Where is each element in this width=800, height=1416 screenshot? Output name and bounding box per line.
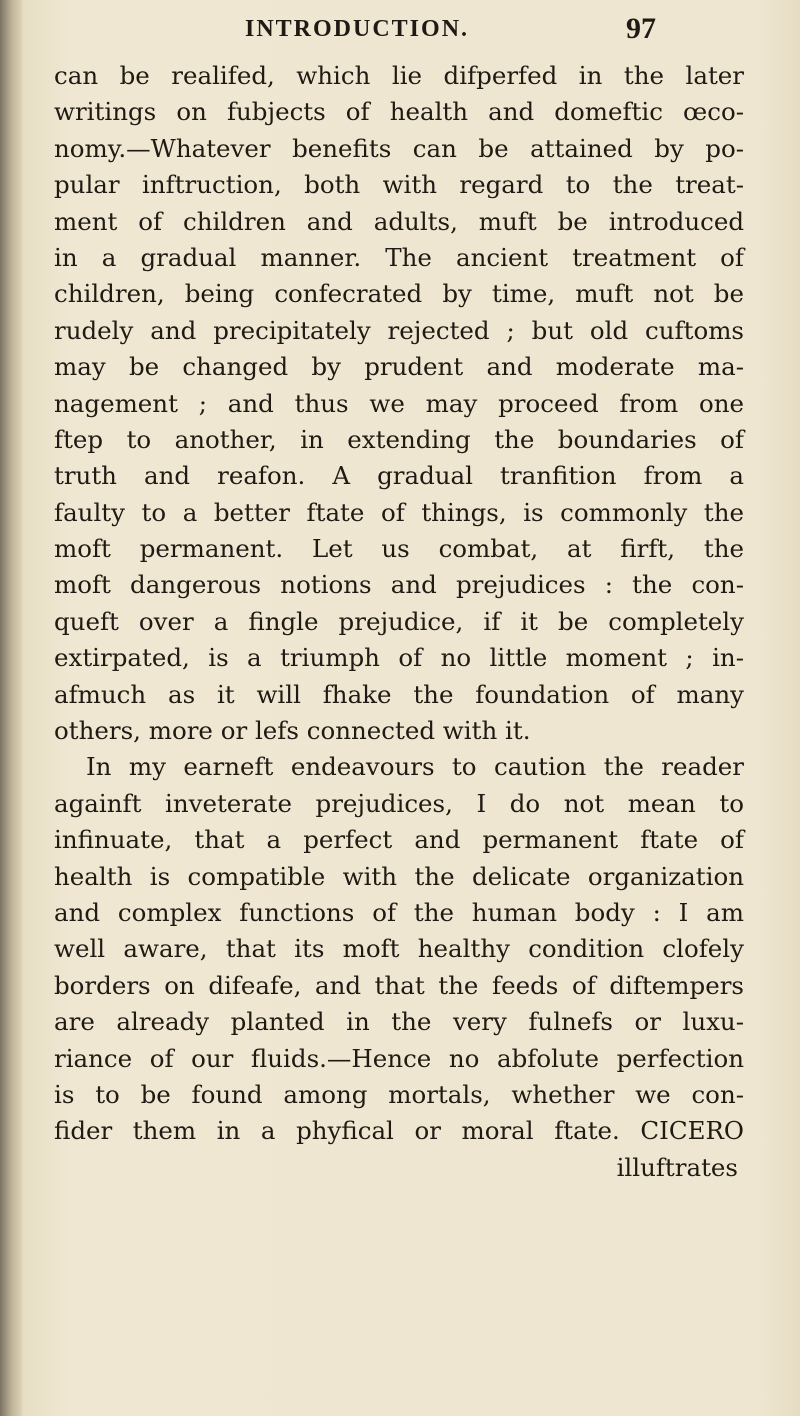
text-line: ment of children and adults, muft be introduced bbox=[54, 206, 744, 236]
text-line: can be realifed, which lie difperfed in the later bbox=[54, 61, 744, 90]
text-line: is to be found among mortals, whether we con- bbox=[54, 1079, 744, 1109]
text-line: In my earneft endeavours to caution the reader bbox=[86, 752, 744, 782]
text-line: extirpated, is a triumph of no little moment ; in- bbox=[54, 643, 744, 673]
text-line: moft permanent. Let us combat, at firft, the bbox=[54, 534, 744, 564]
running-head: INTRODUCTION. bbox=[245, 16, 470, 42]
text-line: others, more or lefs connected with it. bbox=[54, 716, 531, 746]
text-line: queft over a fingle prejudice, if it be completely bbox=[54, 606, 744, 636]
body-text bbox=[54, 58, 744, 1186]
text-line: afmuch as it will fhake the foundation of many bbox=[54, 679, 744, 709]
text-line: are already planted in the very fulnefs or luxu- bbox=[54, 1007, 744, 1037]
text-line: moft dangerous notions and prejudices : the con- bbox=[54, 570, 744, 600]
text-line: faulty to a better ftate of things, is commonly the bbox=[54, 497, 744, 527]
binding-gutter bbox=[0, 0, 22, 1416]
text-line: health is compatible with the delicate organization bbox=[54, 861, 744, 891]
text-line: borders on difeafe, and that the feeds of diftempers bbox=[54, 970, 744, 1000]
text-line: nagement ; and thus we may proceed from one bbox=[54, 388, 744, 418]
text-line: rudely and precipitately rejected ; but old cuftoms bbox=[54, 315, 744, 345]
text-line: riance of our fluids.—Hence no abfolute perfection bbox=[54, 1043, 744, 1073]
text-line: truth and reafon. A gradual tranfition from a bbox=[54, 461, 744, 491]
text-line: infinuate, that a perfect and permanent ftate of bbox=[54, 825, 744, 855]
text-line: children, being confecrated by time, muft not be bbox=[54, 279, 744, 309]
text-line: pular inftruction, both with regard to the treat- bbox=[54, 170, 744, 200]
text-line: againft inveterate prejudices, I do not mean to bbox=[54, 788, 744, 818]
text-line: in a gradual manner. The ancient treatment of bbox=[54, 242, 744, 272]
text-line: writings on fubjects of health and domeftic œco- bbox=[54, 97, 744, 127]
catchword: illuftrates bbox=[616, 1152, 738, 1182]
page-header bbox=[0, 10, 800, 54]
text-line: ftep to another, in extending the boundaries of bbox=[54, 424, 744, 454]
text-line: nomy.—Whatever benefits can be attained by po- bbox=[54, 133, 744, 163]
text-line: well aware, that its moft healthy condition clofely bbox=[54, 934, 744, 964]
page-number: 97 bbox=[626, 12, 656, 45]
text-line: and complex functions of the human body : I am bbox=[54, 897, 744, 927]
text-line: fider them in a phyfical or moral ftate. CICERO bbox=[54, 1116, 744, 1146]
text-line: may be changed by prudent and moderate ma- bbox=[54, 352, 744, 382]
